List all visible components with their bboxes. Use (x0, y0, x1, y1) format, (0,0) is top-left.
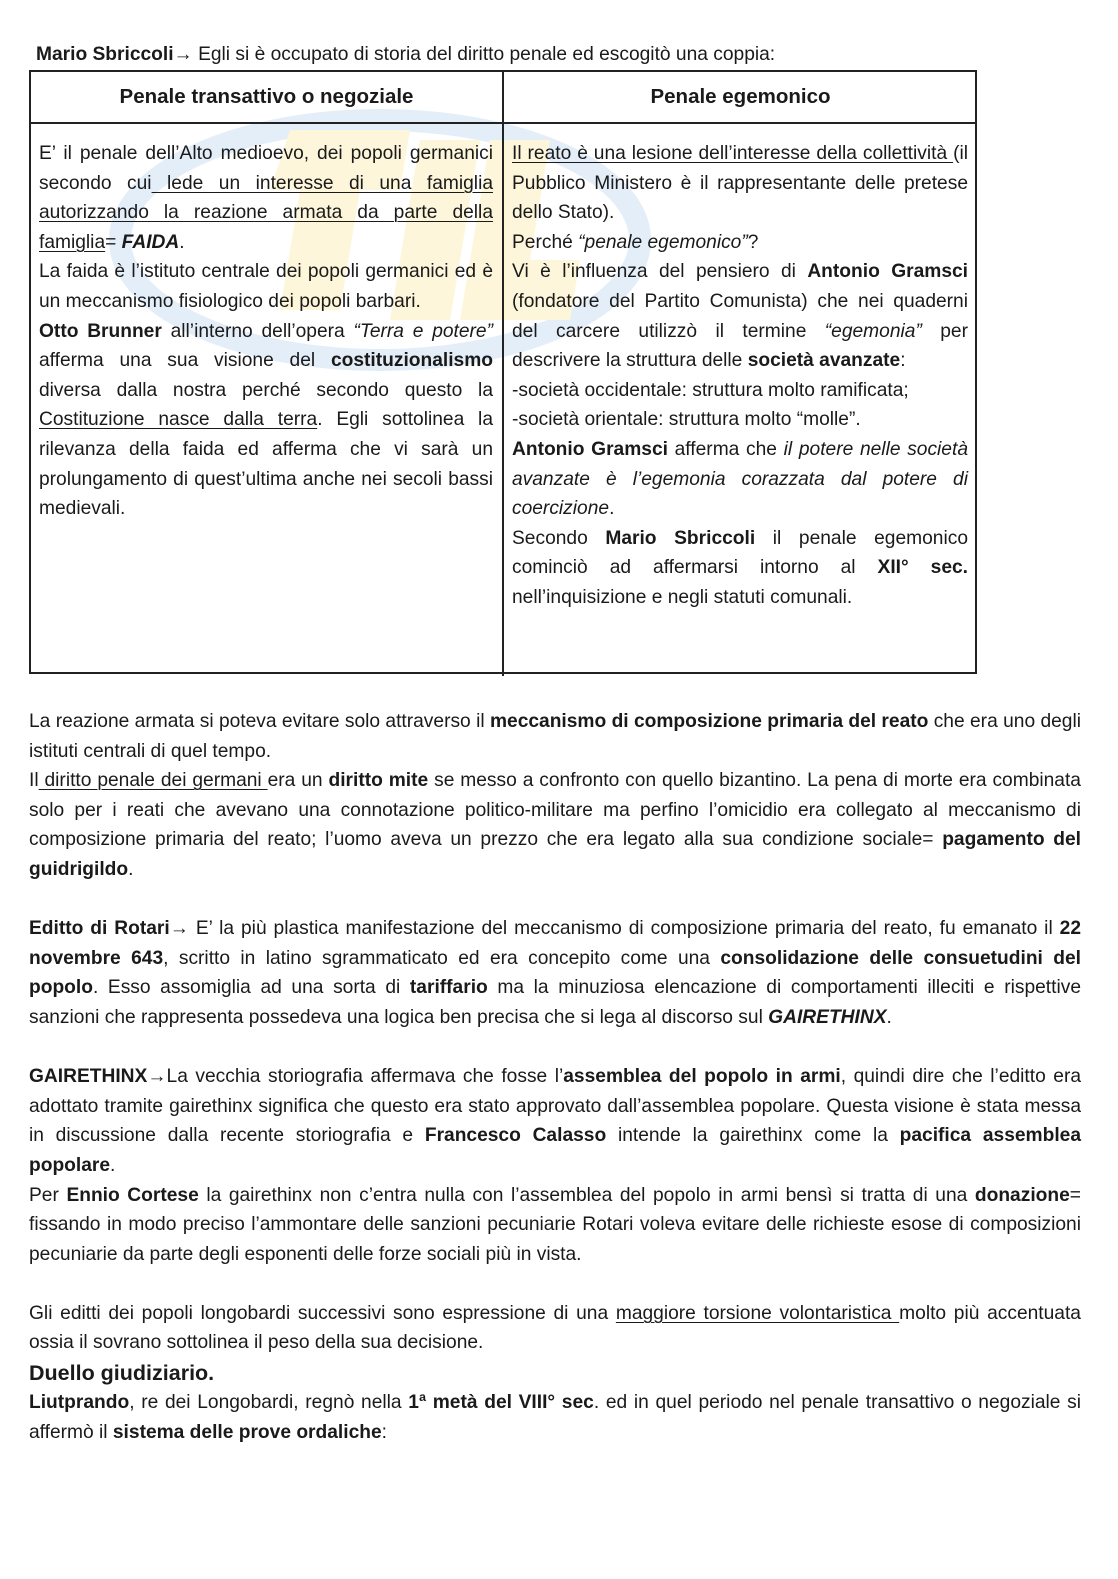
arrow-symbol: → (169, 918, 189, 940)
paragraph-diritto-germani (29, 766, 1081, 884)
body-text (29, 707, 1081, 1447)
italic-text: il potere nelle società avanzate è l’egemonia corazzata dal potere di coercizione (512, 438, 968, 520)
cell-paragraph (512, 435, 968, 524)
bold-text: pacifica assemblea popolare (29, 1125, 1081, 1176)
bold-text: costituzionalismo (330, 350, 493, 372)
intro-text: Egli si è occupato di storia del diritto penale ed escogitò una coppia: (192, 44, 776, 65)
bold-italic-text: GAIRETHINX (768, 1006, 887, 1028)
text-run: La reazione armata si poteva evitare solo attraverso il (29, 711, 490, 732)
paragraph-ennio-cortese (29, 1181, 1081, 1270)
text-run: = (105, 231, 122, 253)
bold-text: Francesco Calasso (424, 1125, 607, 1147)
text-run: era un (267, 770, 329, 792)
text-run: E’ il penale dell’Alto medioevo, dei popoli germanici secondo cui (39, 143, 493, 194)
paragraph-liutprando (29, 1388, 1081, 1447)
bold-text: Antonio Gramsci (512, 438, 668, 460)
text-run: ma la minuziosa elencazione di comportamenti illeciti e rispettive sanzioni che rappresenta possedeva una logica ben precisa che si lega al discorso sul (29, 977, 1081, 1028)
text-run: . (609, 498, 615, 520)
text-run: , scritto in latino sgrammaticato ed era concepito come una (163, 947, 721, 969)
paragraph-reazione-armata (29, 707, 1081, 766)
bold-text: Mario Sbriccoli (605, 527, 756, 549)
text-run: afferma che (667, 438, 784, 460)
table-header-transattivo: Penale transattivo o negoziale (31, 72, 504, 124)
italic-text: “penale egemonico” (578, 231, 748, 253)
text-run: E’ la più plastica manifestazione del meccanismo di composizione primaria del reato, fu emanato il (188, 918, 1060, 940)
cell-paragraph (39, 317, 493, 524)
italic-text: “egemonia” (824, 320, 922, 342)
text-run: . (886, 1006, 892, 1028)
text-run: intende la gairethinx come la (606, 1125, 900, 1147)
cell-paragraph: La faida è l’istituto centrale dei popoli germanici ed è un meccanismo fisiologico dei popoli barbari. (39, 261, 493, 312)
text-run: afferma una sua visione del (39, 350, 331, 372)
bold-text: tariffario (409, 977, 488, 999)
text-run: Vi è l’influenza del pensiero di (512, 261, 808, 283)
text-run: , re dei Longobardi, regnò nella (129, 1392, 409, 1414)
text-run: all’interno dell’opera (161, 320, 354, 342)
table-cell-transattivo (31, 124, 504, 676)
section-heading: Duello giudiziario. (29, 1361, 215, 1386)
cell-paragraph (512, 228, 968, 258)
text-run: = fissando in modo preciso l’ammontare delle sanzioni pecuniarie Rotari voleva evitare delle richieste esose di composizioni pecuniarie da parte degli esponenti delle forze sociali più in vista. (29, 1184, 1081, 1265)
text-run: . (128, 858, 134, 880)
cell-paragraph (512, 257, 968, 375)
underlined-text: Il reato è una lesione dell’interesse della collettività (512, 143, 954, 164)
bold-text: sistema delle prove ordaliche (112, 1421, 382, 1443)
text-run: : (381, 1421, 387, 1443)
bold-text: società avanzate (747, 350, 901, 372)
bold-text: pagamento del guidrigildo (29, 829, 1081, 880)
bold-text: Antonio Gramsci (807, 261, 968, 283)
bold-text: XII° sec. (877, 557, 968, 579)
bold-text: donazione (974, 1184, 1070, 1206)
cell-paragraph (512, 139, 968, 228)
paragraph-editti-successivi (29, 1299, 1081, 1358)
arrow-symbol: → (173, 44, 193, 65)
text-run: se messo a confronto con quello bizantino. La pena di morte era combinata solo per i reati che avevano una connotazione politico-militare ma perfino l’omicidio era collegato al meccanismo di composizione primaria del reato; l’uomo aveva un prezzo che era legato alla sua condizione sociale= (29, 770, 1081, 851)
text-run: Perché (512, 231, 579, 253)
paragraph-editto-rotari (29, 914, 1081, 1032)
text-run: il penale egemonico cominciò ad affermarsi intorno al (512, 527, 968, 579)
text-run: nell’inquisizione e negli statuti comunali. (512, 586, 853, 608)
text-run: : (900, 350, 906, 372)
text-run: (il Pubblico Ministero è il rappresentante delle pretese dello Stato). (512, 143, 968, 224)
faida-term: FAIDA (121, 231, 180, 253)
cell-paragraph: -società occidentale: struttura molto ramificata; (512, 379, 909, 401)
bold-text: assemblea del popolo in armi (563, 1066, 841, 1088)
text-run: la gairethinx non c’entra nulla con l’assemblea del popolo in armi bensì si tratta di una (198, 1184, 975, 1206)
text-run: molto più accentuata ossia il sovrano sottolinea il peso della sua decisione. (29, 1302, 1081, 1354)
text-run: Secondo (512, 527, 606, 549)
underlined-text: diritto penale dei germani (38, 770, 268, 792)
text-run: La vecchia storiografia affermava che fosse l’ (166, 1066, 564, 1088)
bold-text: Editto di Rotari (29, 918, 170, 940)
bold-text: meccanismo di composizione primaria del reato (489, 711, 929, 732)
text-run: che era uno degli istituti centrali di quel tempo. (29, 711, 1082, 762)
italic-text: “Terra e potere” (353, 320, 493, 342)
comparison-table (29, 70, 977, 674)
bold-text: GAIRETHINX (29, 1066, 148, 1088)
arrow-symbol: → (147, 1066, 167, 1088)
bold-text: consolidazione delle consuetudini del popolo (29, 947, 1081, 999)
paragraph-gairethinx (29, 1062, 1081, 1180)
cell-paragraph (39, 139, 493, 257)
text-run: . (110, 1154, 116, 1176)
text-run: ? (747, 231, 759, 253)
text-run: . Egli sottolinea la rilevanza della faida ed afferma che vi sarà un prolungamento di quest’ultima anche nei secoli bassi medievali. (39, 409, 493, 520)
text-run: . ed in quel periodo nel penale transattivo o negoziale si affermò il (29, 1392, 1081, 1443)
text-run: Gli editti dei popoli longobardi successivi sono espressione di una (29, 1302, 616, 1324)
text-run: diversa dalla nostra perché secondo questo la (39, 379, 493, 401)
underlined-text: maggiore torsione volontaristica (615, 1302, 900, 1324)
bold-text: diritto mite (328, 770, 429, 792)
table-header-egemonico: Penale egemonico (504, 72, 977, 124)
bold-text: Otto Brunner (39, 320, 162, 342)
bold-text: 1ª metà del VIII° sec (408, 1392, 594, 1414)
underlined-text: Costituzione nasce dalla terra (39, 409, 318, 431)
text-run: , quindi dire che l’editto era adottato tramite gairethinx significa che questo era stato approvato dall’assemblea popolare. Questa visione è stata messa in discussione dalla recente storiografia e (29, 1066, 1082, 1147)
cell-paragraph: -società orientale: struttura molto “molle”. (512, 409, 861, 431)
text-run: . (179, 231, 185, 253)
underlined-text: lede un interesse di una famiglia autorizzando la reazione armata da parte della famiglia (39, 172, 493, 253)
table-cell-egemonico (504, 124, 977, 676)
text-run: (fondatore del Partito Comunista) che nei quaderni del carcere utilizzò il termine (512, 290, 968, 342)
cell-paragraph (512, 524, 968, 613)
intro-name: Mario Sbriccoli (36, 44, 174, 65)
bold-text: 22 novembre 643 (29, 918, 1081, 969)
text-run: Per (29, 1184, 67, 1206)
intro-line (36, 40, 996, 70)
bold-text: Ennio Cortese (66, 1184, 199, 1206)
text-run: . Esso assomiglia ad una sorta di (92, 977, 410, 999)
text-run: per descrivere la struttura delle (512, 320, 968, 372)
bold-text: Liutprando (29, 1392, 130, 1414)
text-run: Il (29, 770, 39, 792)
